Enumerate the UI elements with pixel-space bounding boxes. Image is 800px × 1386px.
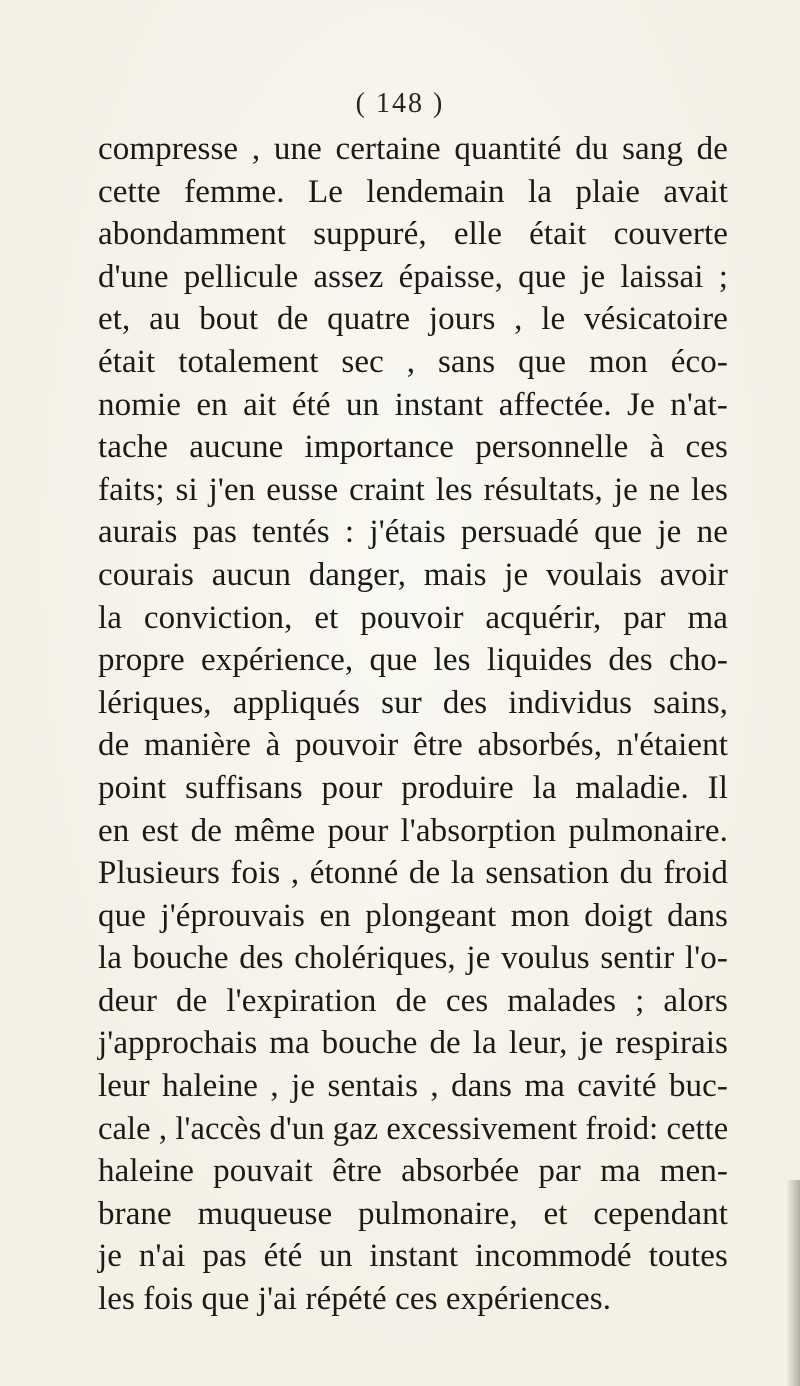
text-line: aurais pas tentés : j'étais persuadé que je ne <box>98 514 728 551</box>
text-line: cette femme. Le lendemain la plaie avait <box>98 173 728 210</box>
text-line: nomie en ait été un instant affectée. Je n'at- <box>98 386 728 423</box>
text-line: Plusieurs fois , étonné de la sensation du froid <box>98 855 728 892</box>
text-line: d'une pellicule assez épaisse, que je laissai ; <box>98 258 728 295</box>
text-line: leur haleine , je sentais , dans ma cavité buc- <box>98 1068 728 1105</box>
text-line: faits; si j'en eusse craint les résultats, je ne les <box>98 471 728 508</box>
text-line: était totalement sec , sans que mon éco- <box>98 343 728 380</box>
text-line: abondamment suppuré, elle était couverte <box>98 216 728 253</box>
text-line: de manière à pouvoir être absorbés, n'étaient <box>98 727 728 764</box>
text-line: point suffisans pour produire la maladie. Il <box>98 769 728 806</box>
text-line: cale , l'accès d'un gaz excessivement froid: cette <box>98 1110 729 1147</box>
body-text <box>98 128 728 1321</box>
text-line: tache aucune importance personnelle à ces <box>98 429 728 466</box>
text-line: les fois que j'ai répété ces expériences. <box>98 1281 612 1318</box>
text-line: propre expérience, que les liquides des cho- <box>98 642 728 679</box>
page-number: ( 148 ) <box>355 88 445 119</box>
text-line: haleine pouvait être absorbée par ma men- <box>98 1153 728 1190</box>
text-line: que j'éprouvais en plongeant mon doigt dans <box>98 897 728 934</box>
text-line: la bouche des cholériques, je voulus sentir l'o- <box>98 940 728 977</box>
text-line: deur de l'expiration de ces malades ; alors <box>98 982 728 1019</box>
text-line: brane muqueuse pulmonaire, et cependant <box>98 1195 728 1232</box>
text-line: j'approchais ma bouche de la leur, je respirais <box>98 1025 728 1062</box>
text-line: la conviction, et pouvoir acquérir, par ma <box>98 599 728 636</box>
text-line: compresse , une certaine quantité du sang de <box>98 131 728 167</box>
text-line: et, au bout de quatre jours , le vésicatoire <box>98 301 728 338</box>
text-line: en est de même pour l'absorption pulmonaire. <box>98 812 728 849</box>
text-line: je n'ai pas été un instant incommodé toutes <box>98 1238 728 1275</box>
page-edge-shadow <box>786 1180 800 1386</box>
text-line: courais aucun danger, mais je voulais avoir <box>98 556 728 593</box>
text-line: lériques, appliqués sur des individus sains, <box>98 684 728 721</box>
